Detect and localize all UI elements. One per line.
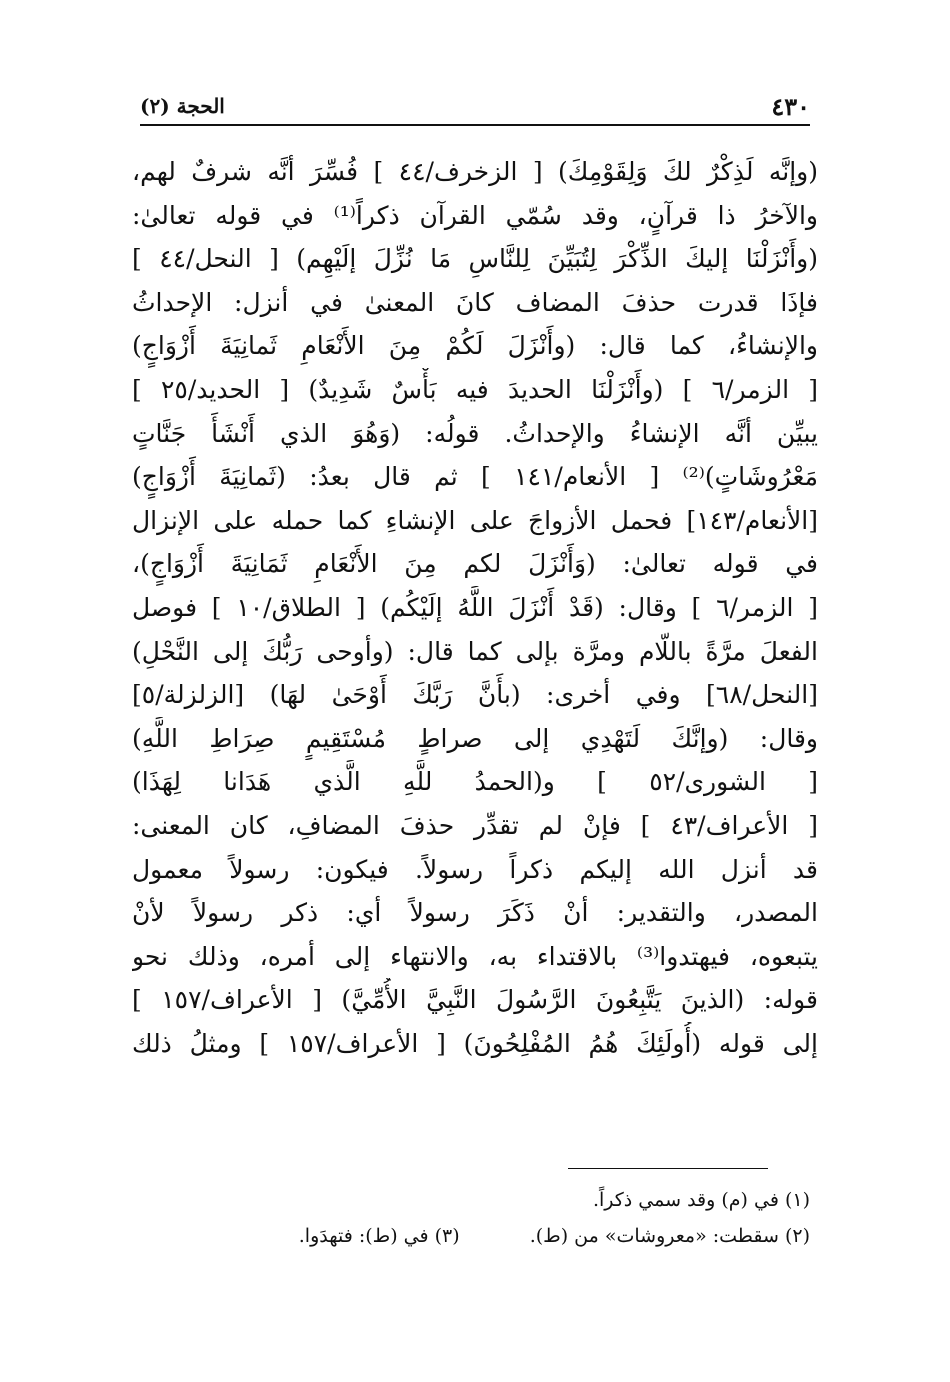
text-line: الفعلَ مرَّةً باللّام ومرَّة بإلى كما قال: (وأوحى رَبُّكَ إلى النَّحْلِ) (132, 636, 818, 666)
page-number: ٤٣٠ (771, 92, 810, 121)
text-line: فإذَا قدرت حذفَ المضاف كانَ المعنىٰ في أنزل: الإحداثُ (132, 287, 818, 317)
text-line: في قوله تعالىٰ: (وَأَنْزَلَ لكم مِنَ الأَنْعَامِ ثَمَانِيَةَ أَزْوَاجٍ)، (132, 549, 818, 579)
running-title: الحجة (٢) (140, 94, 225, 118)
header-rule (140, 124, 810, 126)
text-line: يبيِّن أنَّه الإنشاءُ والإحداثُ. قولُه: (وَهُوَ الذي أَنْشَأَ جَنَّاتٍ (132, 418, 818, 448)
text-line: [النحل/٦٨] وفي أخرى: (بأَنَّ رَبَّكَ أَوْحَىٰ لهَا) [الزلزلة/٥] (132, 680, 818, 710)
text-line: (وإنَّه لَذِكْرٌ لكَ وَلِقَوْمِكَ) [ الزخرف/٤٤ ] فُسِّرَ أنَّه شرفٌ لهم، (132, 157, 818, 186)
text-line: (وأَنْزَلْنَا إليكَ الذِّكْرَ لِتُبَيِّنَ لِلنَّاسِ مَا نُزِّلَ إلَيْهِم) [ النحل/٤٤ ] (132, 244, 818, 274)
text-line: وقال: (وإنَّكَ لَتَهْدِي إلى صراطٍ مُسْتَقِيمٍ صِرَاطِ اللَّهِ) (132, 723, 818, 753)
footnotes (150, 1182, 810, 1254)
footnote-1: (١) في (م) وقد سمي ذكراً. (592, 1189, 810, 1211)
text-line: [ الزمر/٦ ] (وأَنْزَلْنَا الحديدَ فيه بَأْسٌ شَدِيدٌ) [ الحديد/٢٥ ] (132, 374, 818, 404)
text-line: [ الزمر/٦ ] وقال: (قَدْ أَنْزَلَ اللَّهُ إلَيْكُم) [ الطلاق/١٠ ] فوصل (132, 592, 818, 622)
text-line: إلى قوله (أُولَئِكَ هُمُ المُفْلِحُونَ) [ الأعراف/١٥٧ ] ومثلُ ذلك (132, 1028, 818, 1058)
footnote-3: (٣) في (ط): فتهدَوا. (298, 1225, 460, 1247)
text-line: [ الأعراف/٤٣ ] فإنْ لم تقدِّر حذفَ المضافِ، كان المعنى: (132, 810, 818, 840)
text-line: [ الشورى/٥٢ ] و(الحمدُ للَّهِ الَّذي هَدَانا لِهَذَا) (132, 767, 818, 797)
footnote-2: (٢) سقطت: «معروشات» من (ط). (529, 1225, 810, 1247)
main-text (132, 150, 818, 1065)
text-line: مَعْرُوشَاتٍ)⁽²⁾ [ الأنعام/١٤١ ] ثم قال بعدُ: (ثَمانِيَةَ أَزْوَاجٍ) (132, 462, 818, 492)
text-line: قد أنزل الله إليكم ذكراً رسولاً. فيكون: رسولاً معمول (132, 854, 818, 884)
text-line: والآخرُ ذا قرآنٍ، وقد سُمّي القرآن ذكراً⁽¹⁾ في قوله تعالىٰ: (132, 200, 818, 230)
text-line: قوله: (الذينَ يَتَّبِعُونَ الرَّسُولَ النَّبِيَّ الأُمِّيَّ) [ الأعراف/١٥٧ ] (132, 985, 818, 1015)
footnote-line (150, 1182, 810, 1218)
footnote-rule (568, 1168, 768, 1169)
footnote-line (150, 1218, 810, 1254)
text-line: المصدر، والتقدير: أنْ ذَكَرَ رسولاً أي: ذكر رسولاً لأنْ (132, 898, 818, 928)
text-line: والإنشاءُ، كما قال: (وأَنْزَلَ لَكُمْ مِنَ الأَنْعَامِ ثَمانِيَةَ أَزْوَاجٍ) (132, 331, 818, 361)
text-line: [الأنعام/١٤٣] فحمل الأزواجَ على الإنشاءِ كما حمله على الإنزال (132, 505, 818, 535)
text-line: يتبعوه، فيهتدوا⁽³⁾ بالاقتداء به، والانتهاء إلى أمره، وذلك نحو (132, 941, 818, 971)
page-header (140, 92, 810, 120)
